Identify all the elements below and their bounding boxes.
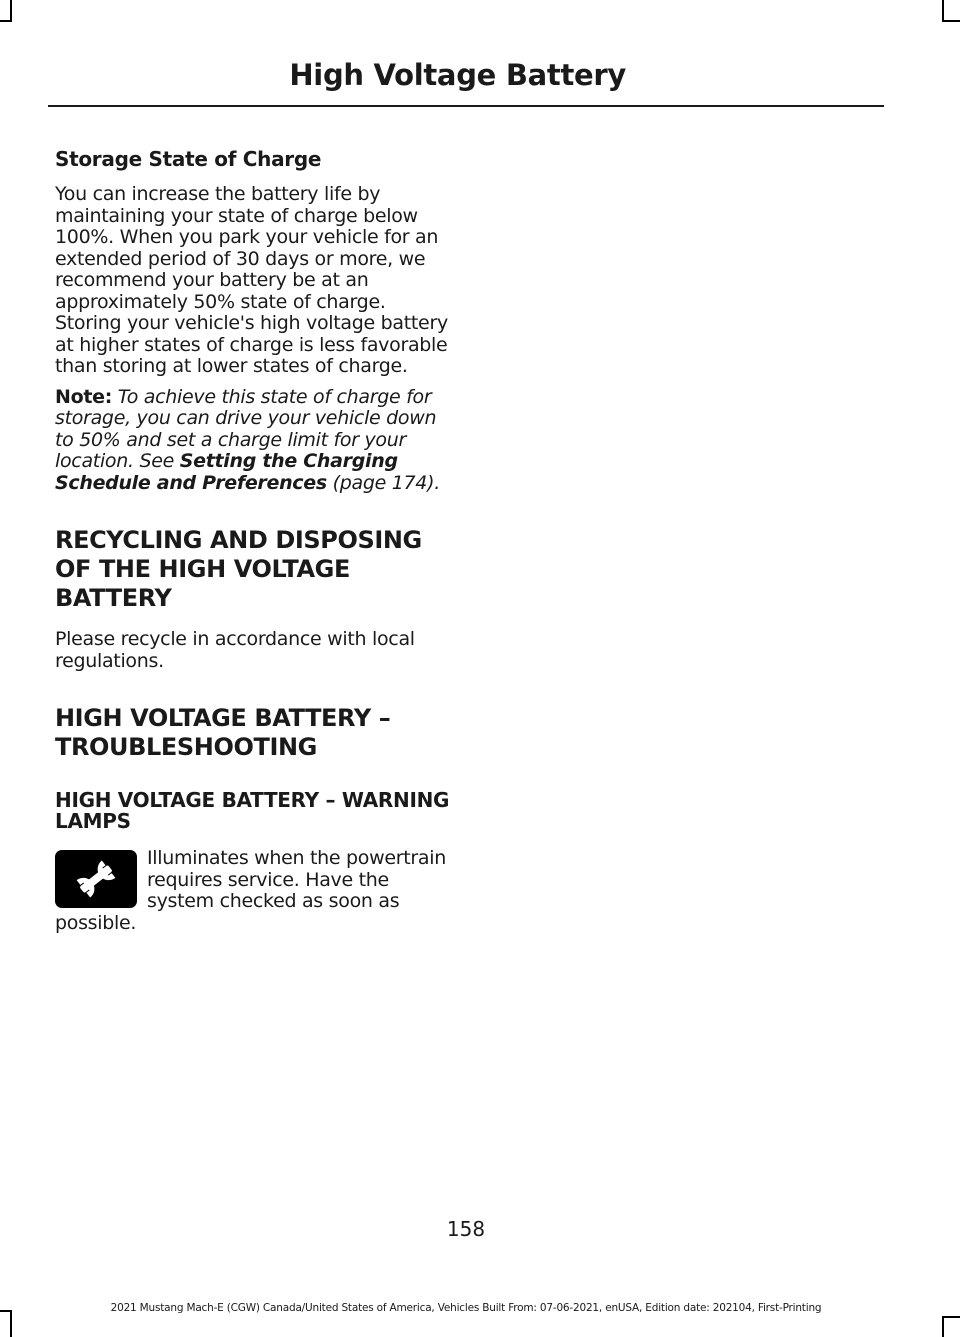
storage-heading: Storage State of Charge xyxy=(55,147,322,171)
wrench-icon xyxy=(55,850,137,908)
recycling-paragraph: Please recycle in accordance with local regulations. xyxy=(55,628,415,672)
header-divider xyxy=(48,105,884,107)
crop-mark xyxy=(942,1316,944,1337)
warning-lamp-entry xyxy=(55,848,450,934)
footer-text: 2021 Mustang Mach-E (CGW) Canada/United States of America, Vehicles Built From: 07-06-2021, enUSA, Edition date: 202104, First-Printing xyxy=(110,1302,822,1314)
note-text: To achieve this state of charge for storage, you can drive your vehicle down to 50% and set a charge limit for your location. See xyxy=(55,385,437,472)
cross-reference-link[interactable]: Setting the Charging Schedule and Preferences xyxy=(55,450,398,494)
page-title: High Voltage Battery xyxy=(289,58,626,92)
warning-lamps-heading: HIGH VOLTAGE BATTERY – WARNING LAMPS xyxy=(55,788,450,833)
crop-mark xyxy=(942,20,960,22)
crop-mark xyxy=(10,0,12,22)
troubleshooting-heading: HIGH VOLTAGE BATTERY – TROUBLESHOOTING xyxy=(55,704,391,761)
note-label: Note: xyxy=(55,385,113,408)
storage-note xyxy=(55,387,450,495)
cross-reference-page: (page 174). xyxy=(332,471,440,494)
crop-mark xyxy=(10,1310,12,1337)
recycling-heading: RECYCLING AND DISPOSING OF THE HIGH VOLTAGE BATTERY xyxy=(55,526,422,612)
crop-mark xyxy=(942,1316,960,1318)
crop-mark xyxy=(942,0,944,22)
page-number: 158 xyxy=(446,1217,486,1241)
crop-mark xyxy=(0,20,12,22)
warning-lamp-description: Illuminates when the powertrain requires service. Have the system checked as soon as possible. xyxy=(55,847,446,934)
storage-paragraph: You can increase the battery life by maintaining your state of charge below 100%. When you park your vehicle for an extended period of 30 days or more, we recommend your battery be at an approximately 50% state of charge. Storing your vehicle's high voltage battery at higher states of charge is less favorable than storing at lower states of charge. xyxy=(55,183,448,377)
content-column xyxy=(55,146,450,943)
